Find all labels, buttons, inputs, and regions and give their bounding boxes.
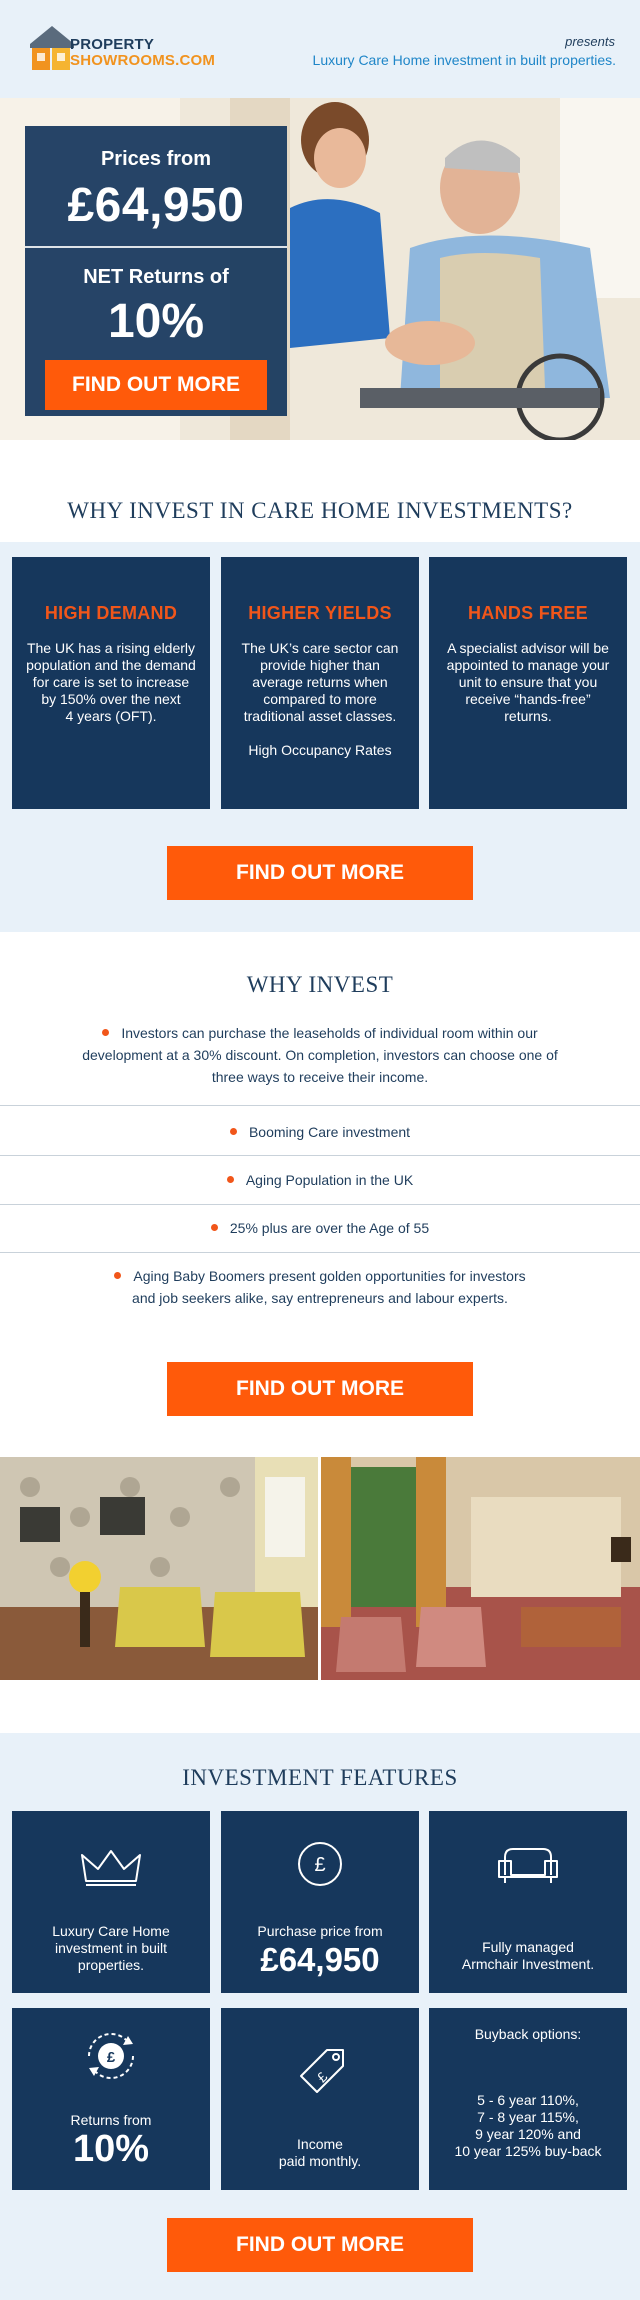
email-header bbox=[0, 0, 640, 98]
why-invest-point: 25% plus are over the Age of 55 bbox=[0, 1217, 640, 1239]
house-logo-icon bbox=[30, 24, 74, 74]
feature-income-monthly bbox=[221, 2008, 419, 2190]
why-care-find-out-more-button[interactable]: FIND OUT MORE bbox=[167, 846, 473, 900]
divider bbox=[0, 1252, 640, 1253]
feature-fully-managed bbox=[429, 1811, 627, 1993]
why-invest-find-out-more-button[interactable]: FIND OUT MORE bbox=[167, 1362, 473, 1416]
dining-room-image bbox=[321, 1457, 640, 1680]
hero-banner bbox=[0, 98, 640, 440]
feature-text: Fully managed Armchair Investment. bbox=[461, 1939, 595, 1972]
why-invest-point: Aging Population in the UK bbox=[0, 1169, 640, 1191]
card-high-demand bbox=[12, 557, 210, 809]
logo-text-property: PROPERTY bbox=[70, 36, 155, 53]
hero-prices-label: Prices from bbox=[100, 148, 212, 170]
lounge-photo bbox=[0, 1457, 318, 1680]
dining-room-photo bbox=[321, 1457, 640, 1680]
divider bbox=[0, 1105, 640, 1106]
armchair-icon bbox=[429, 1845, 627, 1885]
feature-luxury-care-home bbox=[12, 1811, 210, 1993]
why-invest-point: Investors can purchase the leaseholds of individual room within our development at a 30% discount. On completion, investors can choose one of three ways to receive their income. bbox=[82, 1025, 558, 1085]
pound-coin-icon bbox=[221, 1839, 419, 1889]
card-text: The UK has a rising elderly population and the demand for care is set to increase by 150% over the next 4 years (OFT). bbox=[26, 640, 196, 724]
divider bbox=[0, 1204, 640, 1205]
price-tag-icon bbox=[221, 2048, 419, 2098]
card-title: HIGH DEMAND bbox=[44, 603, 178, 623]
investment-features-section bbox=[0, 1733, 640, 2300]
features-title: INVESTMENT FEATURES bbox=[182, 1765, 458, 1790]
hero-find-out-more-button[interactable]: FIND OUT MORE bbox=[45, 360, 267, 410]
hero-returns-value: 10% bbox=[107, 295, 205, 348]
card-text: The UK’s care sector can provide higher than average returns when compared to more traditional asset classes. High Occupancy Rates bbox=[241, 640, 399, 758]
lounge-image bbox=[0, 1457, 318, 1680]
bullet-icon bbox=[114, 1272, 121, 1279]
hero-offer-panel bbox=[25, 126, 287, 416]
feature-returns bbox=[12, 2008, 210, 2190]
card-higher-yields bbox=[221, 557, 419, 809]
bullet-icon bbox=[230, 1128, 237, 1135]
presents-label: presents bbox=[565, 34, 615, 49]
property-showrooms-logo[interactable] bbox=[30, 24, 230, 74]
feature-text: Returns from bbox=[70, 2112, 152, 2128]
svg-text:£: £ bbox=[106, 2049, 116, 2066]
svg-text:£: £ bbox=[313, 2068, 331, 2086]
card-title: HANDS FREE bbox=[467, 603, 588, 623]
why-invest-point: Booming Care investment bbox=[0, 1121, 640, 1143]
crown-icon bbox=[12, 1845, 210, 1889]
feature-buyback-options bbox=[429, 2008, 627, 2190]
feature-returns-value: 10% bbox=[72, 2128, 150, 2170]
feature-price-value: £64,950 bbox=[260, 1941, 380, 1978]
features-find-out-more-button[interactable]: FIND OUT MORE bbox=[167, 2218, 473, 2272]
why-invest-title: WHY INVEST bbox=[246, 972, 394, 997]
pound-cycle-icon bbox=[12, 2030, 210, 2082]
svg-text:£: £ bbox=[314, 1854, 326, 1876]
hero-returns-label: NET Returns of bbox=[83, 266, 229, 288]
hero-divider bbox=[25, 246, 287, 248]
card-hands-free bbox=[429, 557, 627, 809]
why-invest-point: Aging Baby Boomers present golden opportunities for investors and job seekers alike, say entrepreneurs and labour experts. bbox=[0, 1265, 640, 1309]
card-title: HIGHER YIELDS bbox=[248, 603, 392, 623]
card-text: A specialist advisor will be appointed to manage your unit to ensure that you receive “hands-free” returns. bbox=[446, 640, 610, 724]
feature-text: Purchase price from bbox=[257, 1923, 383, 1939]
logo-text-showrooms: SHOWROOMS.COM bbox=[70, 52, 216, 69]
bullet-icon bbox=[227, 1176, 234, 1183]
why-care-section bbox=[0, 542, 640, 932]
header-tagline: Luxury Care Home investment in built properties. bbox=[312, 52, 616, 68]
bullet-icon bbox=[102, 1029, 109, 1036]
buyback-heading: Buyback options: bbox=[474, 2026, 582, 2042]
feature-text: Income paid monthly. bbox=[278, 2136, 362, 2169]
hero-price: £64,950 bbox=[67, 179, 245, 232]
feature-purchase-price bbox=[221, 1811, 419, 1993]
divider bbox=[0, 1155, 640, 1156]
feature-text: Luxury Care Home investment in built properties. bbox=[52, 1923, 170, 1973]
buyback-options-text: 5 - 6 year 110%, 7 - 8 year 115%, 9 year 120% and 10 year 125% buy-back bbox=[454, 2092, 602, 2159]
bullet-icon bbox=[211, 1224, 218, 1231]
why-care-title: WHY INVEST IN CARE HOME INVESTMENTS? bbox=[67, 498, 573, 523]
